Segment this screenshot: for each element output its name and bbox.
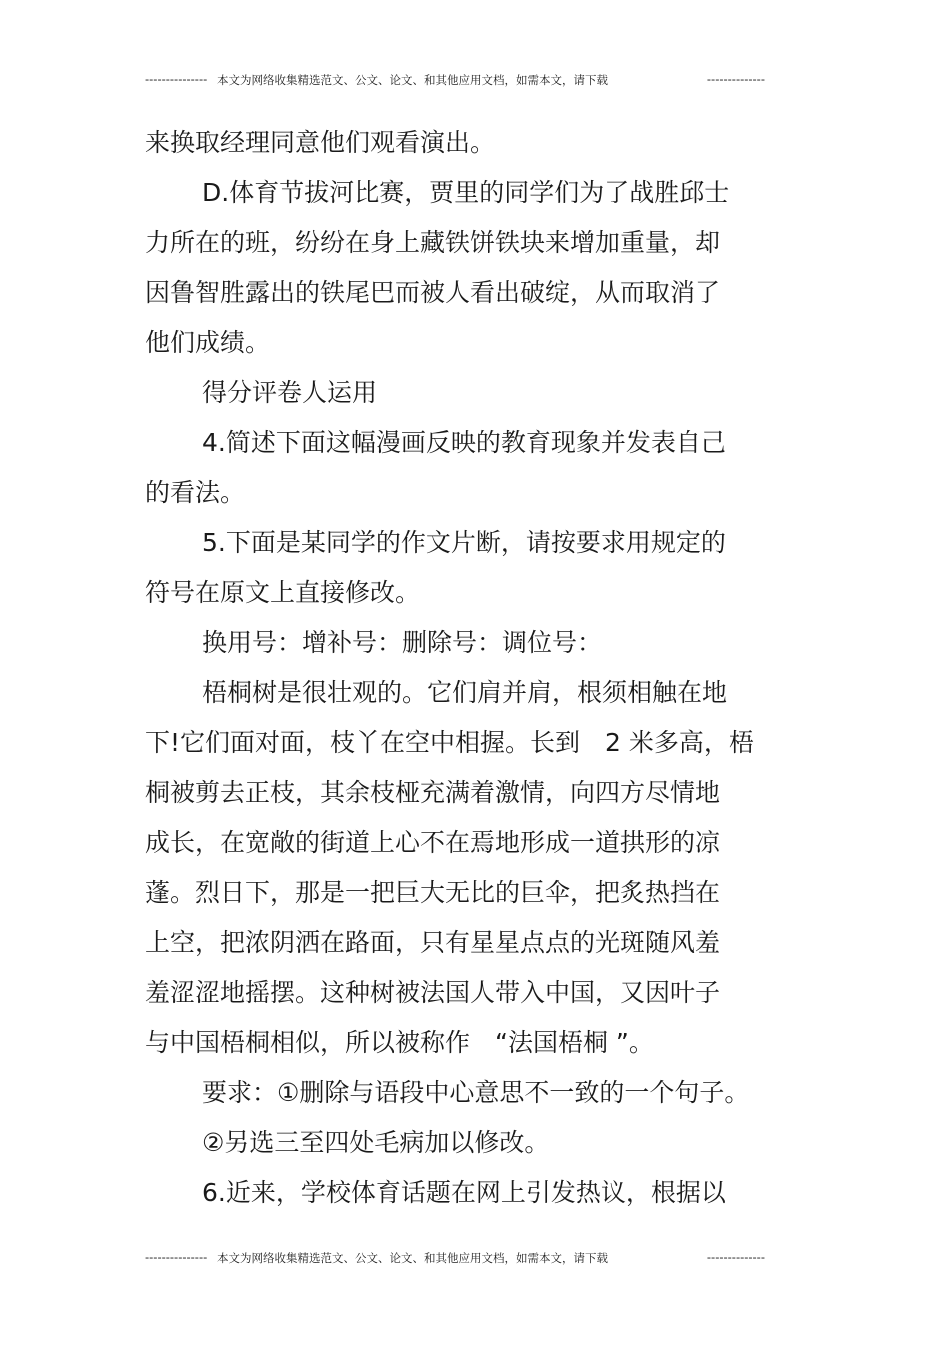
text-line: D.体育节拔河比赛，贾里的同学们为了战胜邱士 bbox=[202, 178, 730, 207]
text-line: 4.简述下面这幅漫画反映的教育现象并发表自己 bbox=[202, 428, 726, 457]
header-text: 本文为网络收集精选范文、公文、论文、和其他应用文档，如需本文，请下载 bbox=[217, 73, 608, 87]
text-line: 成长，在宽敞的街道上心不在焉地形成一道拱形的凉 bbox=[145, 828, 721, 857]
header-dash-left: --------------- bbox=[145, 72, 208, 86]
footer-dash-left: --------------- bbox=[145, 1250, 208, 1264]
header-dash-right: -------------- bbox=[706, 72, 765, 86]
text-line: 梧桐树是很壮观的。它们肩并肩，根须相触在地 bbox=[202, 678, 728, 707]
text-line: 5.下面是某同学的作文片断，请按要求用规定的 bbox=[202, 528, 726, 557]
text-line: 蓬。烈日下，那是一把巨大无比的巨伞，把炙热挡在 bbox=[145, 878, 721, 907]
footer-dash-right: -------------- bbox=[706, 1250, 765, 1264]
text-line: 羞涩涩地摇摆。这种树被法国人带入中国，又因叶子 bbox=[145, 978, 721, 1007]
text-line: 来换取经理同意他们观看演出。 bbox=[145, 128, 496, 157]
document-body bbox=[145, 118, 805, 1218]
text-line: 换用号：增补号：删除号：调位号： bbox=[202, 628, 603, 657]
text-line: 上空，把浓阴洒在路面，只有星星点点的光斑随风羞 bbox=[145, 928, 721, 957]
page-header bbox=[145, 72, 765, 92]
text-line: 要求：①删除与语段中心意思不一致的一个句子。 bbox=[202, 1078, 750, 1107]
text-line: 因鲁智胜露出的铁尾巴而被人看出破绽，从而取消了 bbox=[145, 278, 721, 307]
text-line: 下!它们面对面，枝丫在空中相握。长到 2 米多高，梧 bbox=[145, 728, 754, 757]
text-line: 的看法。 bbox=[145, 478, 246, 507]
page-footer bbox=[145, 1250, 765, 1270]
text-line: 力所在的班，纷纷在身上藏铁饼铁块来增加重量，却 bbox=[145, 228, 721, 257]
text-line: 桐被剪去正枝，其余枝桠充满着激情，向四方尽情地 bbox=[145, 778, 721, 807]
text-line: 得分评卷人运用 bbox=[202, 378, 378, 407]
text-line: 符号在原文上直接修改。 bbox=[145, 578, 421, 607]
footer-text: 本文为网络收集精选范文、公文、论文、和其他应用文档，如需本文，请下载 bbox=[217, 1251, 608, 1265]
text-line: 与中国梧桐相似，所以被称作 “法国梧桐 ”。 bbox=[145, 1028, 654, 1057]
text-line: 他们成绩。 bbox=[145, 328, 271, 357]
text-line: ②另选三至四处毛病加以修改。 bbox=[202, 1128, 550, 1157]
text-line: 6.近来，学校体育话题在网上引发热议，根据以 bbox=[202, 1178, 726, 1207]
